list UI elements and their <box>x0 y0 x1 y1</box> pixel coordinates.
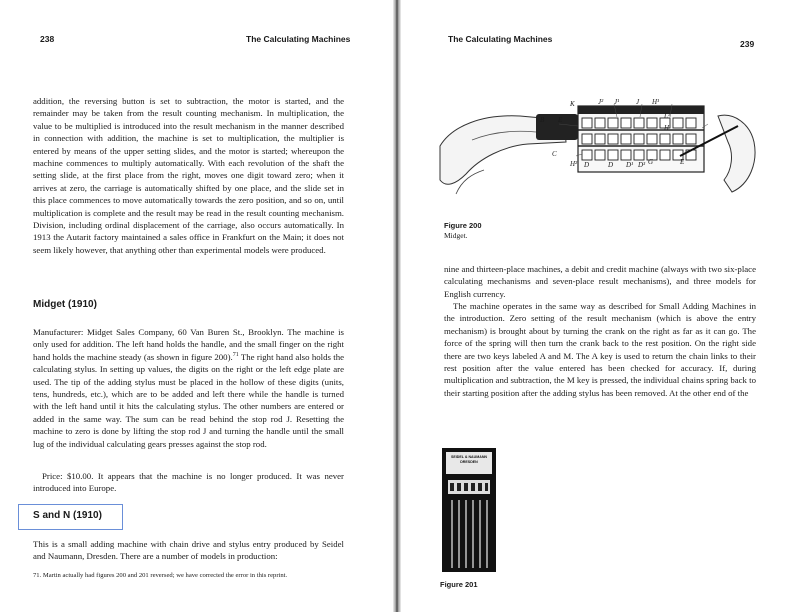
paragraph-autarit: addition, the reversing button is set to subtraction, the motor is started, and the remainder may be taken from the result counting mechanism. In multiplication, the value to be multiplied is introduced into the result mechanism in the manner described in connection with addition, the machine is set to multiplication, the multiplier is entered by means of the upper setting slides, and the motor is started; whereupon the machine commences to multiply automatically. With each revolution of the shaft the setting slide, at the first place from the right, moves one digit toward zero; when it arrives at zero, the carriage is automatically shifted by one place, and the slide set in this place commences to move automatically towards the zero position, and so on, until multiplication is complete and the result may be read in the result counting mechanism. Division, including ordinal displacement of the carriage, also occurs automatically. In 1913 the Autarit factory maintained a sales office in Frankfurt on the Main; it does not seem likely however, that anything other than experimental models were produced. <box>33 96 344 255</box>
paragraph-s-and-n: This is a small adding machine with chain drive and stylus entry produced by Seidel and Naumann, Dresden. There are a number of models in production: <box>33 539 344 562</box>
label-J: J <box>636 98 640 106</box>
label-C: C <box>552 150 557 158</box>
label-D-mid: D <box>608 161 614 169</box>
midget-text-2: The right hand also holds the calculating stylus. In setting up values, the digits on the right or the left edge plate are used. The tip of the adding stylus must be placed in the hollow of these digits (units, tens, hundreds, etc.), which are to be added and left there while the handle is turned with the left hand until it hits the calculating stylus. The other numbers are entered or added in the same way. The sum can be read behind the stop rod J. Resetting the machine to zero is done by lifting the stop rod J and turning the handle until the small lug of the individual calculating gears presses against the stop rod. <box>33 351 344 449</box>
book-gutter <box>393 0 401 612</box>
label-J2: J² <box>598 98 604 106</box>
label-K: K <box>570 100 575 108</box>
figure-201-plate <box>448 455 490 465</box>
paragraph-midget <box>33 326 344 450</box>
label-B: B <box>540 116 545 124</box>
label-D3: D³ <box>638 161 646 169</box>
heading-midget: Midget (1910) <box>33 299 97 310</box>
left-running-head: The Calculating Machines <box>246 34 351 44</box>
label-H1: H¹ <box>652 98 660 106</box>
plate-line-1: SEIDEL & NAUMANN <box>450 455 488 459</box>
label-D-left: D <box>584 161 590 169</box>
figure-201-label: Figure 201 <box>440 580 478 589</box>
left-page <box>0 0 392 612</box>
right-running-head: The Calculating Machines <box>448 34 553 44</box>
label-L1: L¹ <box>664 112 670 120</box>
left-page-number: 238 <box>40 34 55 44</box>
right-page <box>402 0 792 612</box>
label-J1: J¹ <box>614 98 620 106</box>
midget-text-1: Manufacturer: Midget Sales Company, 60 Van Buren St., Brooklyn. The machine is only used for addition. The left hand holds the handle, and the small finger on the right hand holds the machine steady (as shown in figure 200). <box>33 327 344 362</box>
paragraph-operation: The machine operates in the same way as described for Small Adding Machines in the introduction. Zero setting of the result mechanism (which is above the entry mechanism) is brought about by turning the crank on the right as far as it can go. The force of the spring will then turn the crank back to the rest position. On the right side there are two keys labeled A and M. The A key is used to return the chain links to their rest position after the value entered has been checked for accuracy. If, during multiplication and subtraction, the M key is pressed, the individual chains spring back to their starting position after the adding stylus has been removed. At the other end of the <box>444 301 756 398</box>
figure-200-label: Figure 200 <box>444 221 482 230</box>
figure-201-s-and-n-illustration <box>438 446 500 576</box>
plate-line-2: DRESDEN <box>460 460 478 464</box>
footnote-ref[interactable]: 71 <box>232 351 239 358</box>
heading-s-and-n: S and N (1910) <box>33 510 102 521</box>
label-G: G <box>648 158 654 166</box>
figure-200-caption <box>444 221 482 240</box>
label-E: E <box>558 116 563 124</box>
figure-200-caption-text: Midget. <box>444 230 468 240</box>
right-page-number: 239 <box>740 39 755 49</box>
paragraph-models: nine and thirteen-place machines, a debit and credit machine (always with two six-place calculating mechanisms and seven-place result mechanisms), and three models for English currency. <box>444 264 756 299</box>
label-H: H <box>664 124 670 132</box>
paragraph-price: Price: $10.00. It appears that the machine is no longer produced. It was never introduced into Europe. <box>33 471 344 494</box>
footnote: 71. Martin actually had figures 200 and 201 reversed; we have corrected the error in this reprint. <box>33 572 288 579</box>
label-H2: H² <box>570 160 578 168</box>
label-E-right: E <box>680 158 685 166</box>
label-D1: D¹ <box>626 161 634 169</box>
